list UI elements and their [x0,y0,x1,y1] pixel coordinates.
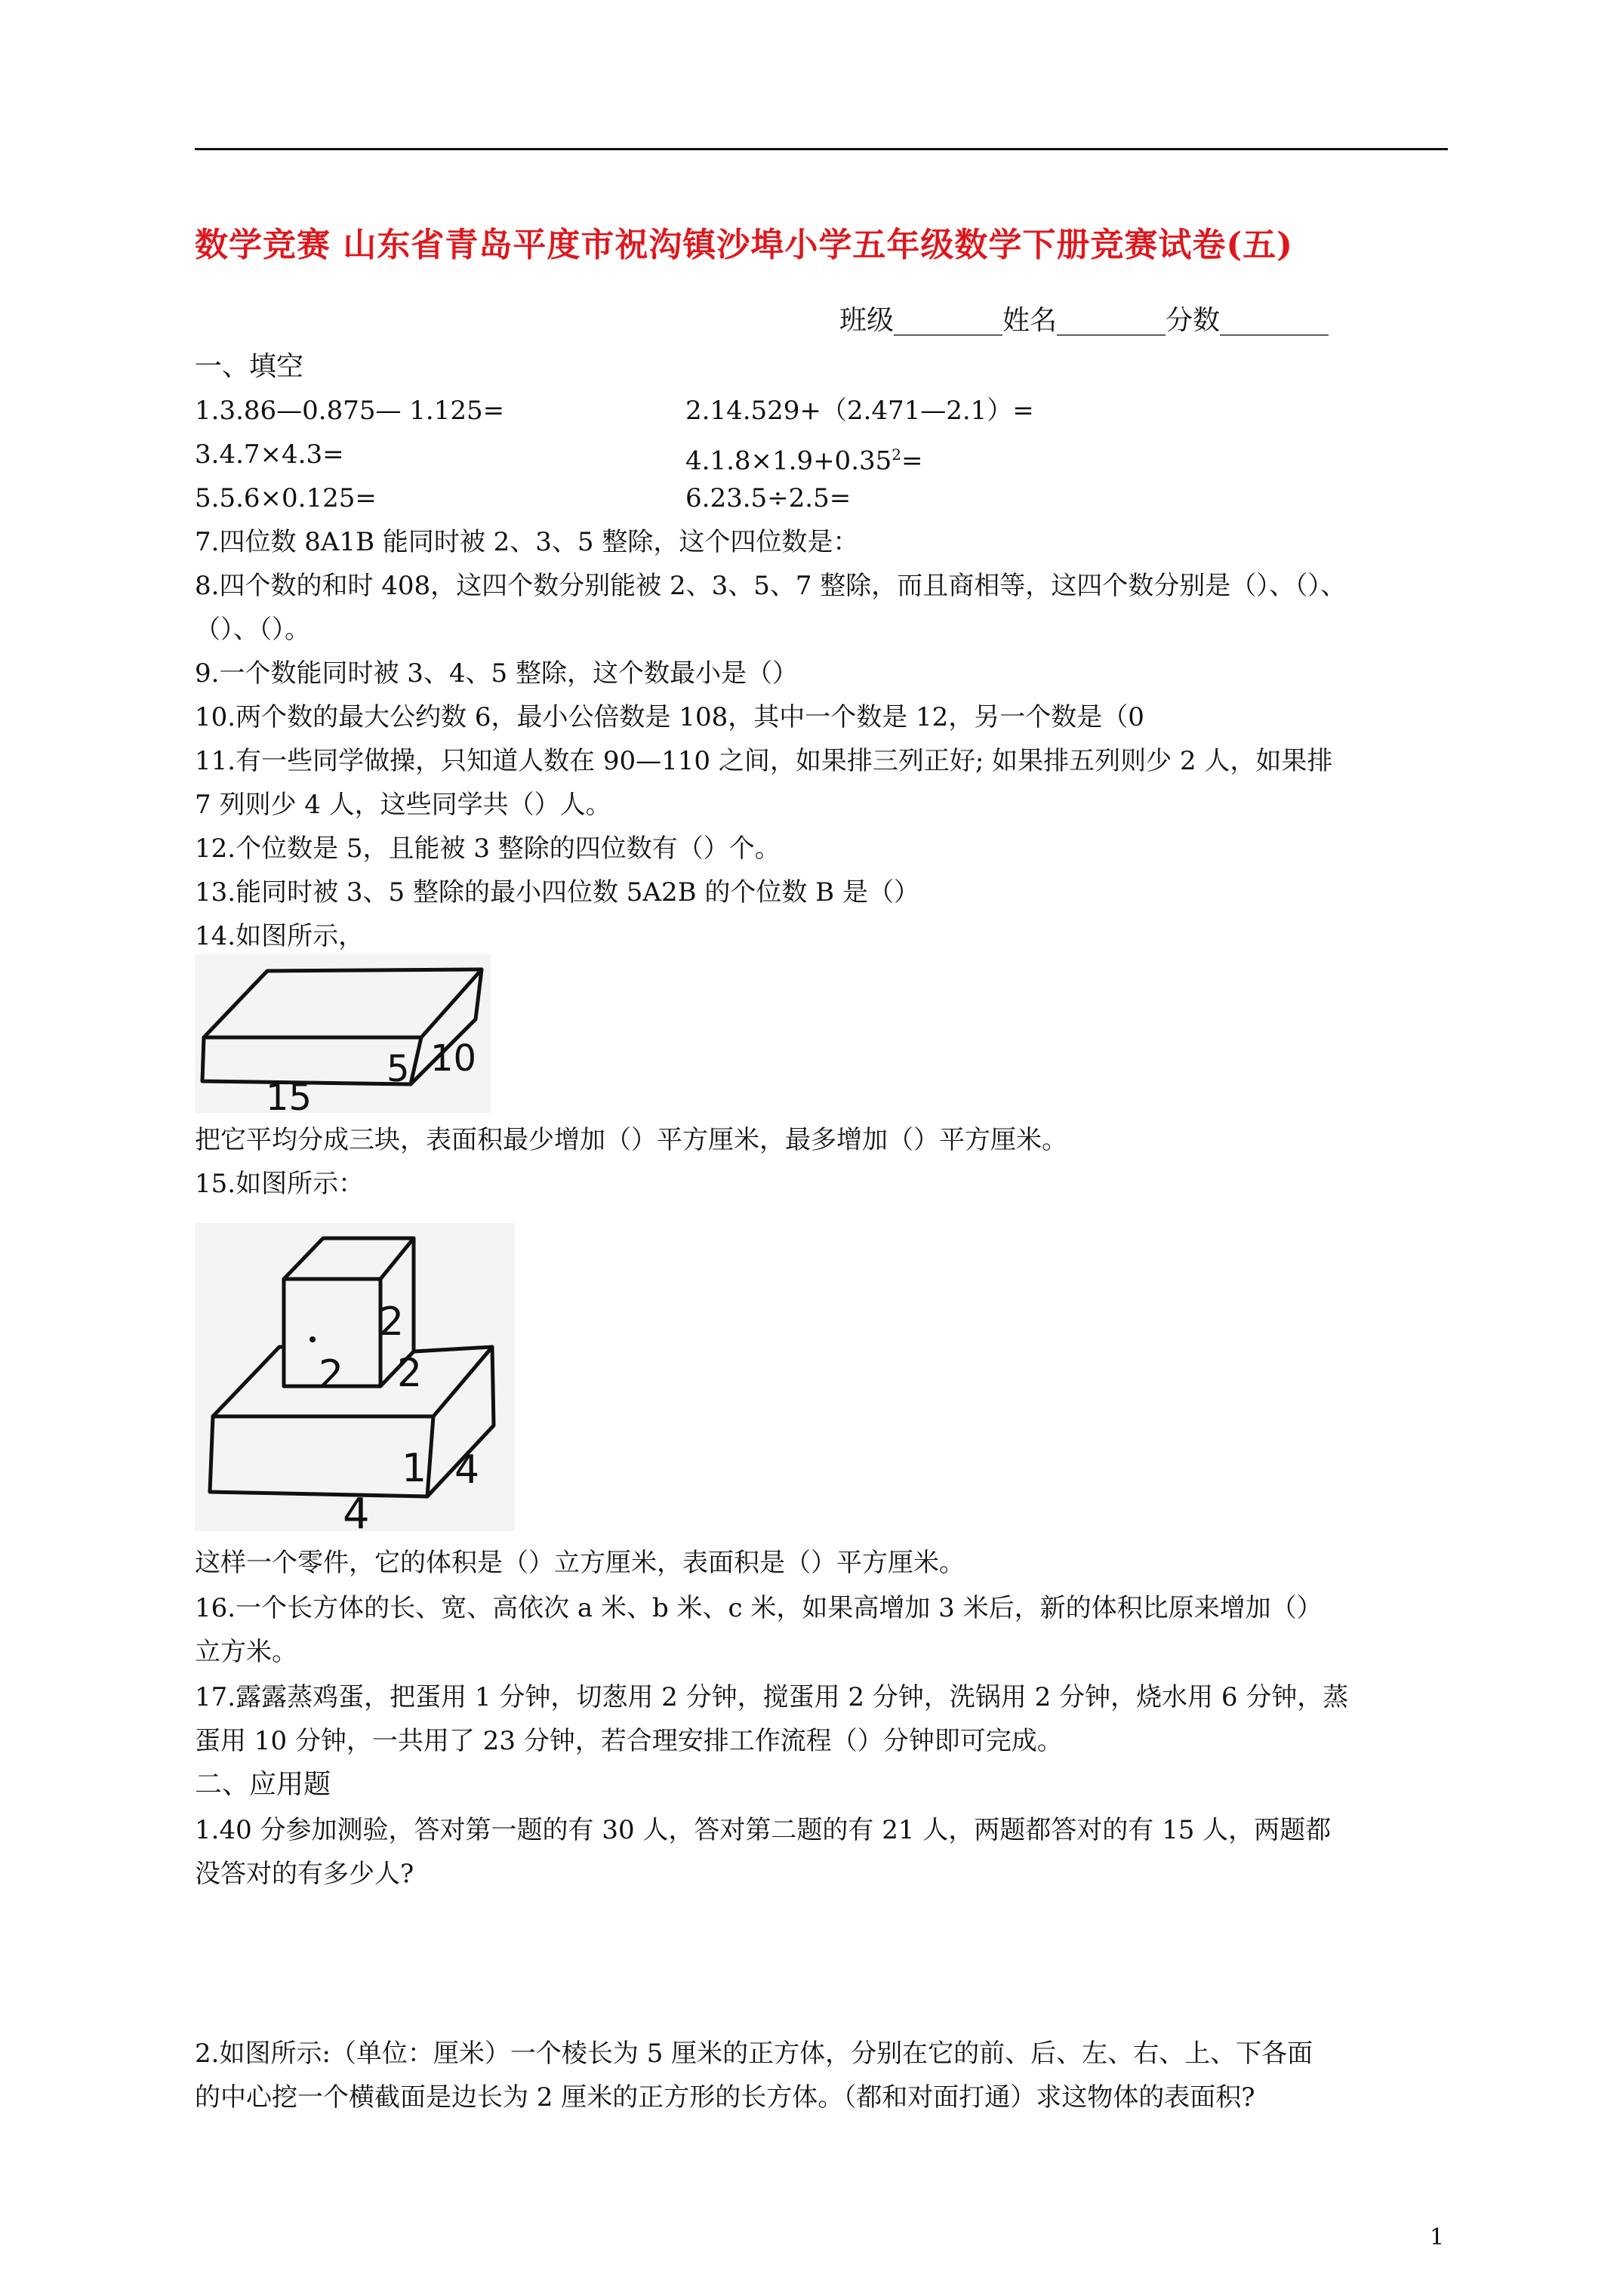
bottom-width-label: 4 [454,1447,480,1493]
application-1-line-2: 没答对的有多少人? [195,1859,414,1889]
question-7: 7.四位数 8A1B 能同时被 2、3、5 整除，这个四位数是： [195,527,859,557]
question-3: 3.4.7×4.3= [195,439,344,470]
question-17-line-2: 蛋用 10 分钟，一共用了 23 分钟，若合理安排工作流程（）分钟即可完成。 [195,1726,1063,1756]
section-fill-blank: 一、填空 [195,351,304,382]
dim-length-label: 15 [266,1077,313,1113]
application-2-line-1: 2.如图所示:（单位：厘米）一个棱长为 5 厘米的正方体，分别在它的前、后、左、右、上、下各面 [195,2039,1313,2069]
question-1: 1.3.86—0.875— 1.125= [195,396,505,426]
bottom-length-label: 4 [343,1490,370,1531]
question-15-prompt: 这样一个零件，它的体积是（）立方厘米，表面积是（）平方厘米。 [195,1548,965,1578]
question-6: 6.23.5÷2.5= [685,483,852,513]
question-2: 2.14.529+（2.471—2.1）= [685,396,1034,426]
question-8-line-1: 8.四个数的和时 408，这四个数分别能被 2、3、5、7 整除，而且商相等，这四个数分别是（）、（）、 [195,571,1347,601]
question-4: $4.1.8\times 1.9+0.35^2=$ [685,445,923,476]
student-info-line: 班级________姓名________分数________ [839,305,1329,336]
dim-height-label: 5 [387,1048,410,1090]
question-12: 12.个位数是 5，且能被 3 整除的四位数有（）个。 [195,834,781,864]
top-cube-length-label: 2 [319,1352,344,1398]
question-9: 9.一个数能同时被 3、4、5 整除，这个数最小是（） [195,658,798,689]
question-8-line-2: （）、（）。 [195,615,310,645]
application-2-line-2: 的中心挖一个横截面是边长为 2 厘米的正方形的长方体。（都和对面打通）求这物体的表面积? [195,2082,1255,2113]
section-application: 二、应用题 [195,1769,331,1800]
question-17-line-1: 17.露露蒸鸡蛋，把蛋用 1 分钟，切葱用 2 分钟，搅蛋用 2 分钟，洗锅用 2 分钟，烧水用 6 分钟，蒸 [195,1682,1349,1712]
question-15: 15.如图所示： [195,1169,365,1199]
question-5: 5.5.6×0.125= [195,483,377,513]
question-10: 10.两个数的最大公约数 6，最小公倍数是 108，其中一个数是 12，另一个数是（0 [195,702,1144,732]
application-1-line-1: 1.40 分参加测验，答对第一题的有 30 人，答对第二题的有 21 人，两题都答对的有 15 人，两题都 [195,1815,1332,1845]
bottom-height-label: 1 [402,1446,427,1491]
page-number: 1 [1430,2224,1445,2251]
question-16-line-1: 16.一个长方体的长、宽、高依次 a 米、b 米、c 米，如果高增加 3 米后，新的体积比原来增加（） [195,1593,1323,1623]
question-16-line-2: 立方米。 [195,1637,297,1667]
question-13: 13.能同时被 3、5 整除的最小四位数 5A2B 的个位数 B 是（） [195,877,919,908]
dim-width-label: 10 [430,1037,477,1080]
question-11-line-1: 11.有一些同学做操，只知道人数在 90—110 之间，如果排三列正好; 如果排五列则少 2 人，如果排 [195,746,1333,776]
question-14: 14.如图所示， [195,921,365,951]
cuboid-figure-q14 [195,954,491,1113]
header-rule [195,148,1448,150]
page-title: 数学竞赛 山东省青岛平度市祝沟镇沙埠小学五年级数学下册竞赛试卷(五) [195,226,1293,264]
top-cube-width-label: 2 [397,1351,423,1396]
top-cube-height-label: 2 [379,1299,405,1345]
question-11-line-2: 7 列则少 4 人，这些同学共（）人。 [195,790,611,820]
question-14-prompt: 把它平均分成三块，表面积最少增加（）平方厘米，最多增加（）平方厘米。 [195,1125,1067,1155]
stacked-solid-figure-q15 [195,1223,515,1531]
